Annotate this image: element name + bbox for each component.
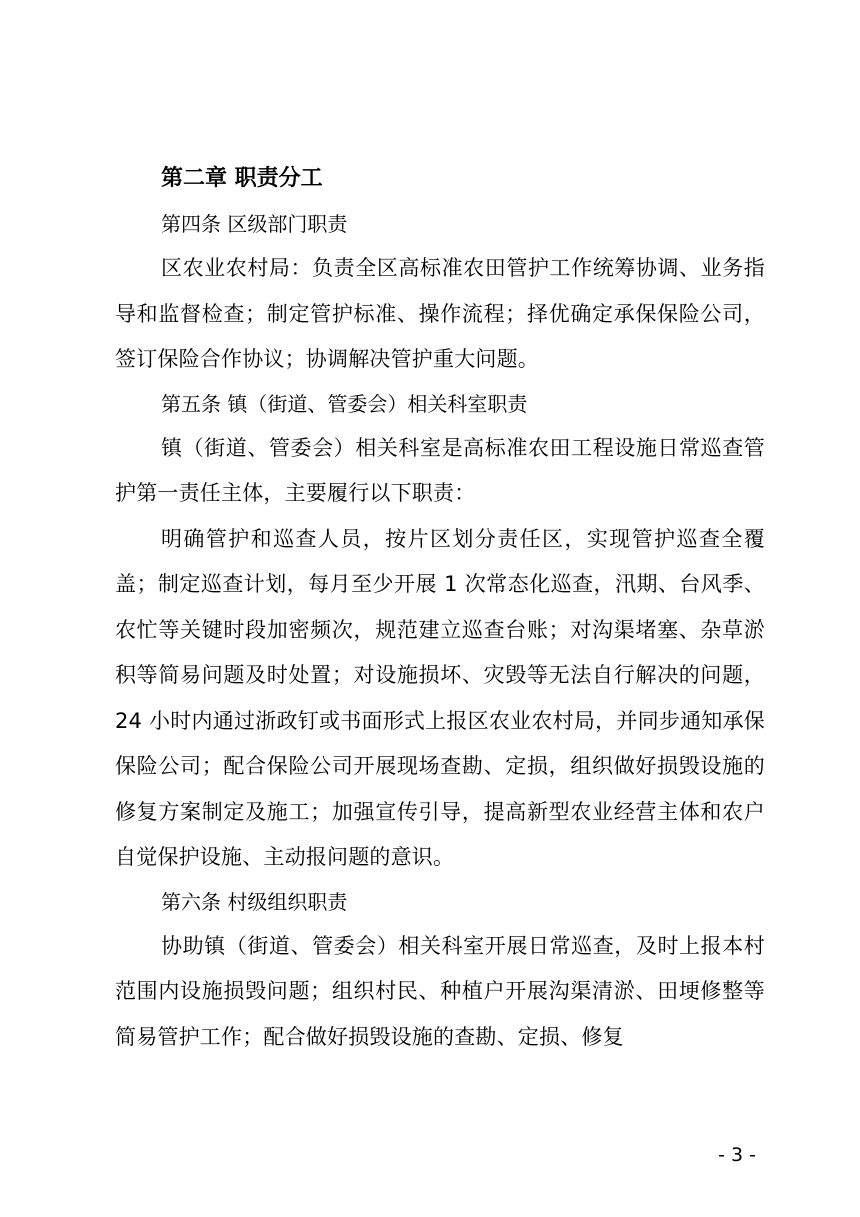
- article-6-heading: 第六条 村级组织职责: [161, 889, 348, 914]
- article-5-heading: 第五条 镇（街道、管委会）相关科室职责: [161, 391, 528, 416]
- chapter-title: 第二章 职责分工: [161, 166, 323, 191]
- page-number: - 3 -: [718, 1144, 756, 1166]
- article-4-paragraph-1: 区农业农村局：负责全区高标准农田管护工作统筹协调、业务指导和监督检查；制定管护标准、操作流程；择优确定承保保险公司，签订保险合作协议；协调解决管护重大问题。: [115, 256, 765, 371]
- article-5-paragraph-1: 镇（街道、管委会）相关科室是高标准农田工程设施日常巡查管护第一责任主体，主要履行以下职责：: [115, 435, 765, 505]
- article-5-paragraph-2: 明确管护和巡查人员，按片区划分责任区，实现管护巡查全覆盖；制定巡查计划，每月至少开展 1 次常态化巡查，汛期、台风季、农忙等关键时段加密频次，规范建立巡查台账；对沟渠堵塞、杂草淤积等简易问题及时处置；对设施损坏、灾毁等无法自行解决的问题，24 小时内通过浙政钉或书面形式上报区农业农村局，并同步通知承保保险公司；配合保险公司开展现场查勘、定损，组织做好损毁设施的修复方案制定及施工；加强宣传引导，提高新型农业经营主体和农户自觉保护设施、主动报问题的意识。: [115, 526, 765, 869]
- article-6-paragraph-1: 协助镇（街道、管委会）相关科室开展日常巡查，及时上报本村范围内设施损毁问题；组织村民、种植户开展沟渠清淤、田埂修整等简易管护工作；配合做好损毁设施的查勘、定损、修复: [115, 933, 765, 1049]
- document-body: [115, 155, 765, 1060]
- article-4-heading: 第四条 区级部门职责: [161, 212, 348, 236]
